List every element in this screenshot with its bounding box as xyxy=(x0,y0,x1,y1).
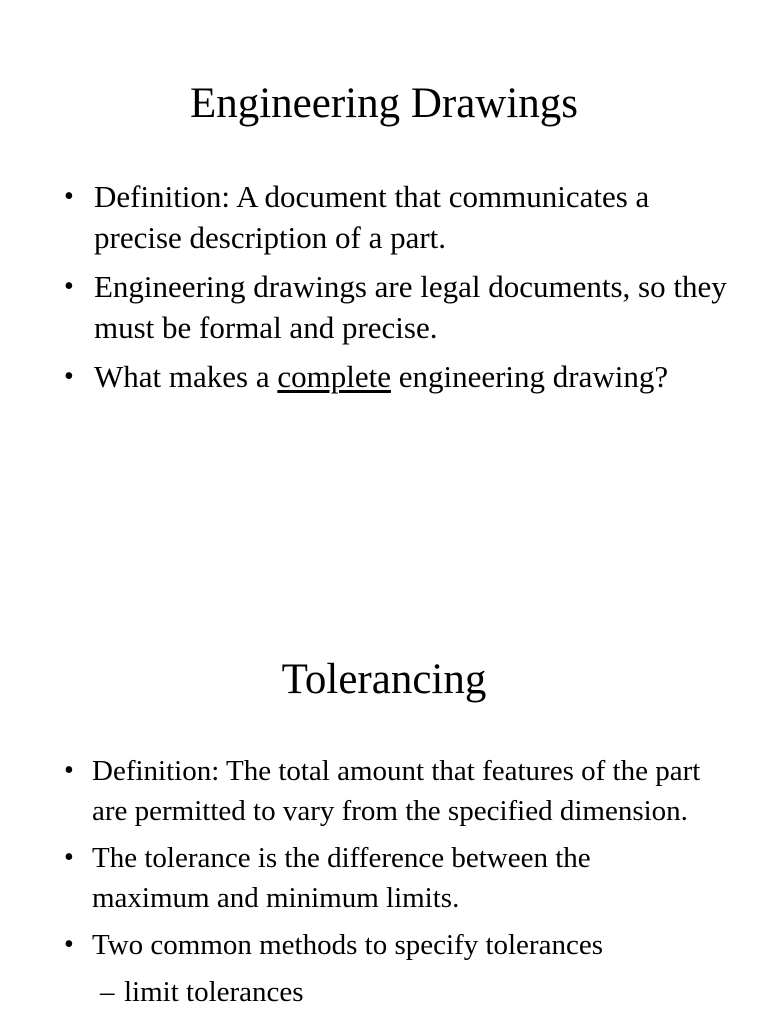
bullet-list xyxy=(0,751,768,1012)
bullet-text: Two common methods to specify tolerances xyxy=(92,929,603,961)
bullet-list xyxy=(0,176,768,405)
bullet-marker: • xyxy=(64,361,74,392)
bullet-item xyxy=(0,925,768,965)
bullet-text: The tolerance is the difference between the maximum and minimum limits. xyxy=(92,842,591,914)
bullet-marker: • xyxy=(64,755,74,786)
slide-tolerancing xyxy=(0,600,768,1024)
bullet-marker: • xyxy=(64,271,74,302)
sub-bullet-item xyxy=(0,972,768,1012)
bullet-text: Definition: A document that communicates a precise description of a part. xyxy=(94,179,650,255)
bullet-text-pre: What makes a xyxy=(94,359,278,394)
bullet-item xyxy=(0,838,768,918)
bullet-item xyxy=(0,356,768,397)
bullet-marker: • xyxy=(64,181,74,212)
bullet-text: Definition: The total amount that features of the part are permitted to vary from the specified dimension. xyxy=(92,755,701,827)
sub-bullet-marker: – xyxy=(100,976,115,1008)
bullet-marker: • xyxy=(64,842,74,873)
slide-title: Tolerancing xyxy=(281,656,487,703)
bullet-text-post: engineering drawing? xyxy=(390,359,669,394)
bullet-text: Engineering drawings are legal documents, so they must be formal and precise. xyxy=(94,269,727,345)
sub-bullet-text: limit tolerances xyxy=(124,976,304,1008)
slide-title: Engineering Drawings xyxy=(189,80,579,127)
underlined-word: complete xyxy=(277,359,391,394)
bullet-item xyxy=(0,266,768,348)
bullet-item xyxy=(0,751,768,831)
bullet-marker: • xyxy=(64,929,74,960)
bullet-item xyxy=(0,176,768,258)
